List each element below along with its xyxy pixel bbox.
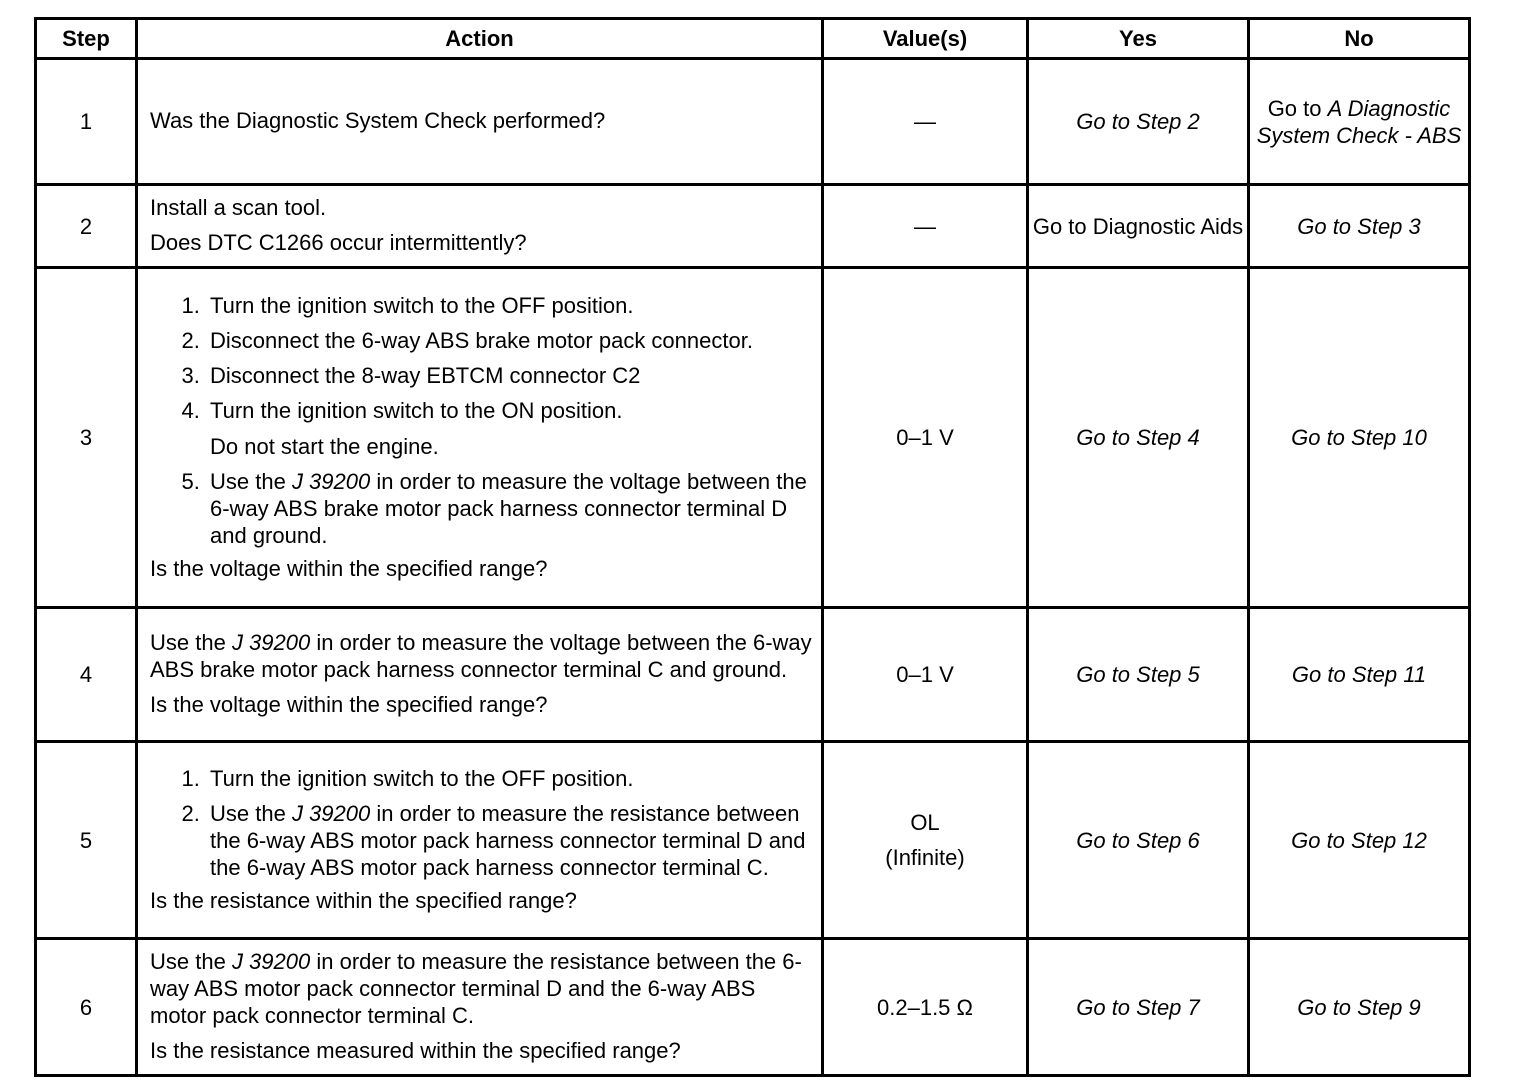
text-post: in order to measure the resistance between the 6-way ABS motor pack connector terminal D and the 6-way ABS motor pack connector terminal C. [150, 949, 802, 1028]
procedure-list [150, 765, 813, 881]
yes-cell: Go to Step 5 [1028, 608, 1249, 742]
text-pre: Use the [210, 800, 292, 826]
no-cell: Go to Step 9 [1249, 939, 1470, 1076]
value-cell: 0–1 V [823, 268, 1028, 608]
diagnostic-table [34, 17, 1471, 1077]
step-number: 5 [36, 742, 137, 939]
header-row [36, 19, 1470, 59]
action-cell [137, 268, 823, 608]
action-question: Is the voltage within the specified range? [150, 555, 548, 581]
action-question: Is the resistance within the specified range? [150, 887, 577, 913]
table-row [36, 185, 1470, 268]
procedure-item: 1. Turn the ignition switch to the OFF position. [206, 765, 813, 792]
table-row [36, 268, 1470, 608]
tool-reference: J 39200 [231, 949, 311, 974]
table-row [36, 742, 1470, 939]
procedure-item: 2. Disconnect the 6-way ABS brake motor pack connector. [206, 327, 813, 354]
yes-cell: Go to Step 4 [1028, 268, 1249, 608]
text-pre: Use the [150, 949, 232, 974]
value-note: (Infinite) [885, 845, 965, 870]
action-cell [137, 939, 823, 1076]
procedure-item: 1. Turn the ignition switch to the OFF position. [206, 292, 813, 319]
table-row [36, 608, 1470, 742]
text-pre: Use the [210, 468, 292, 494]
value-cell: — [823, 59, 1028, 185]
no-prefix: Go to [1267, 95, 1328, 121]
header-action: Action [137, 19, 823, 59]
action-text [150, 629, 813, 683]
value-cell: — [823, 185, 1028, 268]
yes-cell: Go to Diagnostic Aids [1028, 185, 1249, 268]
yes-cell: Go to Step 7 [1028, 939, 1249, 1076]
action-text: Install a scan tool. [150, 195, 327, 220]
action-question: Does DTC C1266 occur intermittently? [150, 230, 527, 255]
tool-reference: J 39200 [231, 630, 311, 655]
yes-cell: Go to Step 6 [1028, 742, 1249, 939]
action-cell [137, 59, 823, 185]
no-cell: Go to Step 3 [1249, 185, 1470, 268]
no-cell [1249, 59, 1470, 185]
procedure-item [206, 397, 813, 460]
text-pre: Use the [150, 630, 232, 655]
text-post: in order to measure the voltage between the 6-way ABS brake motor pack harness connector terminal D and ground. [210, 468, 807, 548]
table-row [36, 59, 1470, 185]
no-cell: Go to Step 11 [1249, 608, 1470, 742]
header-values: Value(s) [823, 19, 1028, 59]
procedure-item [206, 800, 813, 881]
value-cell [823, 742, 1028, 939]
yes-cell: Go to Step 2 [1028, 59, 1249, 185]
action-cell [137, 608, 823, 742]
tool-reference: J 39200 [291, 800, 371, 826]
no-cell: Go to Step 10 [1249, 268, 1470, 608]
action-cell [137, 742, 823, 939]
step-number: 2 [36, 185, 137, 268]
no-reference: A Diagnostic System Check - ABS [1256, 95, 1462, 148]
procedure-item-text: Turn the ignition switch to the ON position. [210, 397, 623, 423]
step-number: 4 [36, 608, 137, 742]
step-number: 6 [36, 939, 137, 1076]
action-question: Was the Diagnostic System Check performed? [150, 108, 606, 133]
action-text [150, 948, 813, 1029]
value-cell: 0–1 V [823, 608, 1028, 742]
procedure-item: 3. Disconnect the 8-way EBTCM connector C2 [206, 362, 813, 389]
header-step: Step [36, 19, 137, 59]
tool-reference: J 39200 [291, 468, 371, 494]
header-yes: Yes [1028, 19, 1249, 59]
no-cell: Go to Step 12 [1249, 742, 1470, 939]
value-main: OL [910, 810, 940, 835]
step-number: 3 [36, 268, 137, 608]
action-question: Is the voltage within the specified range? [150, 692, 548, 717]
header-no: No [1249, 19, 1470, 59]
text-post: in order to measure the voltage between the 6-way ABS brake motor pack harness connector terminal C and ground. [150, 630, 812, 682]
action-question: Is the resistance measured within the specified range? [150, 1038, 681, 1063]
value-cell: 0.2–1.5 Ω [823, 939, 1028, 1076]
text-post: in order to measure the resistance between the 6-way ABS motor pack harness connector terminal D and the 6-way ABS motor pack harness connector terminal C. [210, 800, 806, 880]
procedure-list [150, 292, 813, 549]
table-row [36, 939, 1470, 1076]
procedure-item [206, 468, 813, 549]
step-number: 1 [36, 59, 137, 185]
action-cell [137, 185, 823, 268]
procedure-note: Do not start the engine. [210, 433, 439, 459]
